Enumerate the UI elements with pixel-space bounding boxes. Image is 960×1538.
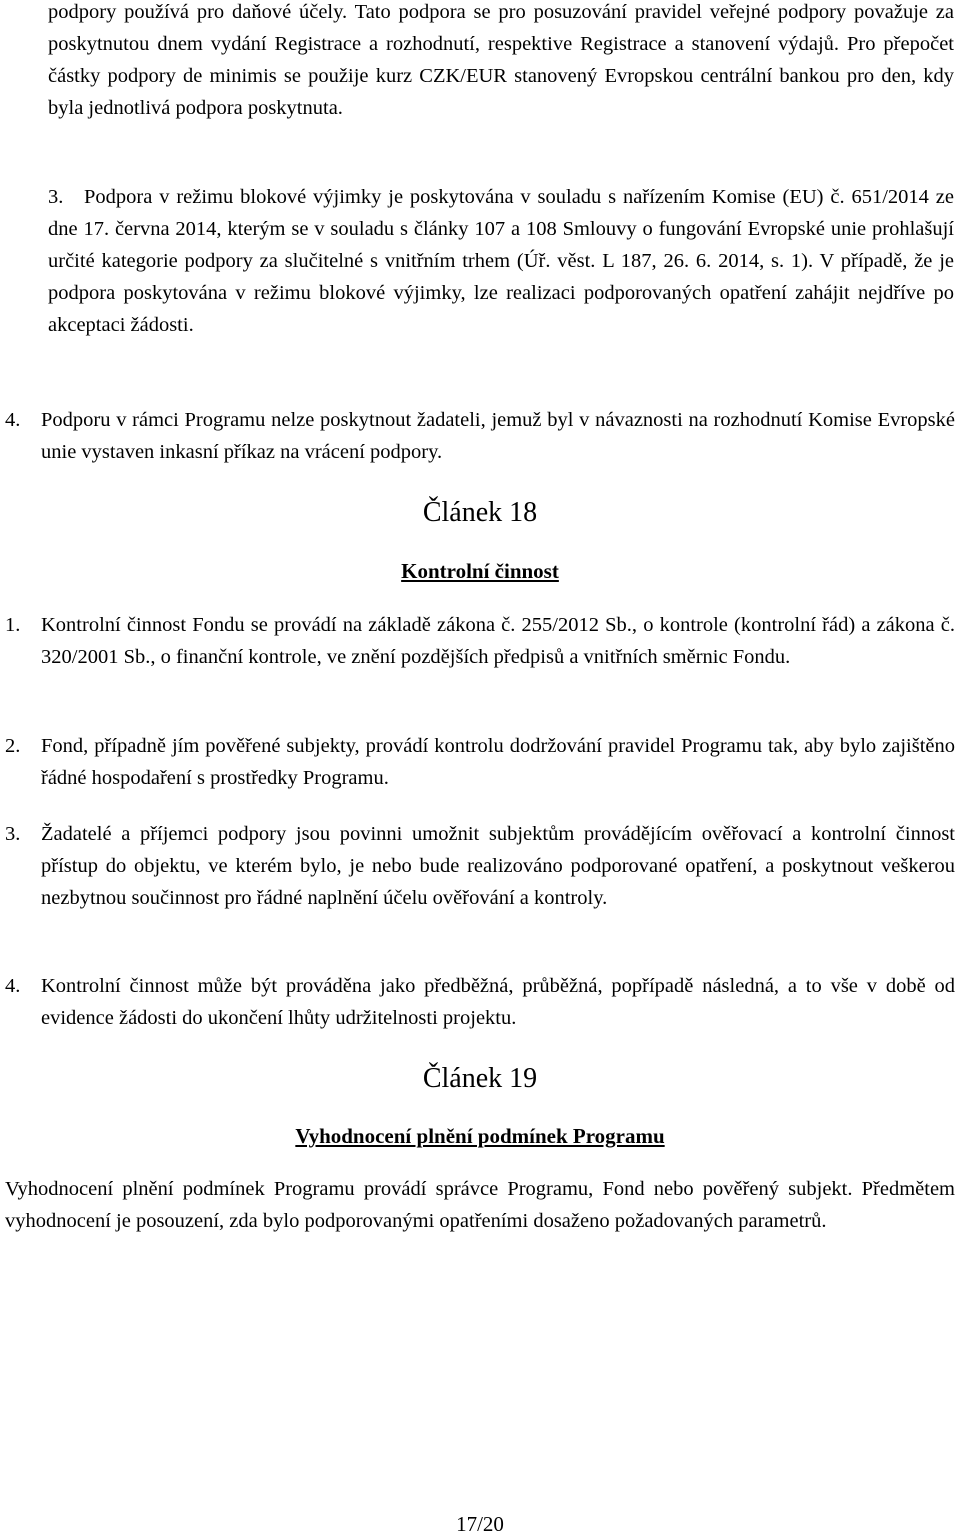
list-number: 4. (5, 975, 21, 997)
article-18-heading: Článek 18 (422, 497, 538, 528)
list-number: 3. (48, 186, 78, 208)
article-18-item-4 (5, 970, 955, 1034)
article-18-item-1 (5, 609, 955, 673)
list-item-3-block-exemption (48, 181, 954, 341)
article-19-heading: Článek 19 (422, 1063, 538, 1094)
article-19-paragraph: Vyhodnocení plnění podmínek Programu provádí správce Programu, Fond nebo pověřený subjekt. Předmětem vyhodnocení je posouzení, zda bylo podporovanými opatřeními dosaženo požadovaných parametrů. (5, 1178, 955, 1232)
paragraph-continuation: podpory používá pro daňové účely. Tato podpora se pro posuzování pravidel veřejné podpory považuje za poskytnutou dnem vydání Registrace a rozhodnutí, respektive Registrace a stanovení výdajů. Pro přepočet částky podpory de minimis se použije kurz CZK/EUR stanovený Evropskou centrální bankou pro den, kdy byla jednotlivá podpora poskytnuta. (48, 1, 954, 119)
article-19-subheading: Vyhodnocení plnění podmínek Programu (295, 1124, 665, 1148)
article-18-subheading: Kontrolní činnost (401, 559, 559, 583)
list-text: Fond, případně jím pověřené subjekty, provádí kontrolu dodržování pravidel Programu tak, aby bylo zajištěno řádné hospodaření s prostředky Programu. (41, 735, 955, 789)
article-18-item-3 (5, 818, 955, 914)
list-number: 4. (5, 409, 21, 431)
page-number: 17/20 (456, 1512, 504, 1536)
list-item-4-recovery-order (5, 404, 955, 468)
list-text: Podpora v režimu blokové výjimky je poskytována v souladu s nařízením Komise (EU) č. 651/2014 ze dne 17. června 2014, kterým se v souladu s články 107 a 108 Smlouvy o fungování Evropské unie prohlašují určité kategorie podpory za slučitelné s vnitřním trhem (Úř. věst. L 187, 26. 6. 2014, s. 1). V případě, že je podpora poskytována v režimu blokové výjimky, lze realizaci podporovaných opatření zahájit nejdříve po akceptaci žádosti. (48, 186, 954, 336)
list-text: Podporu v rámci Programu nelze poskytnout žadateli, jemuž byl v návaznosti na rozhodnutí Komise Evropské unie vystaven inkasní příkaz na vrácení podpory. (41, 409, 955, 463)
list-number: 3. (5, 823, 21, 845)
list-number: 1. (5, 614, 21, 636)
article-18-item-2 (5, 730, 955, 794)
list-number: 2. (5, 735, 21, 757)
list-text: Žadatelé a příjemci podpory jsou povinni umožnit subjektům provádějícím ověřovací a kontrolní činnost přístup do objektu, ve kterém bylo, je nebo bude realizováno podporované opatření, a poskytnout veškerou nezbytnou součinnost pro řádné naplnění účelu ověřování a kontroly. (41, 823, 955, 909)
list-text: Kontrolní činnost může být prováděna jako předběžná, průběžná, popřípadě následná, a to vše v době od evidence žádosti do ukončení lhůty udržitelnosti projektu. (41, 975, 955, 1029)
list-text: Kontrolní činnost Fondu se provádí na základě zákona č. 255/2012 Sb., o kontrole (kontrolní řád) a zákona č. 320/2001 Sb., o finanční kontrole, ve znění pozdějších předpisů a vnitřních směrnic Fondu. (41, 614, 955, 668)
